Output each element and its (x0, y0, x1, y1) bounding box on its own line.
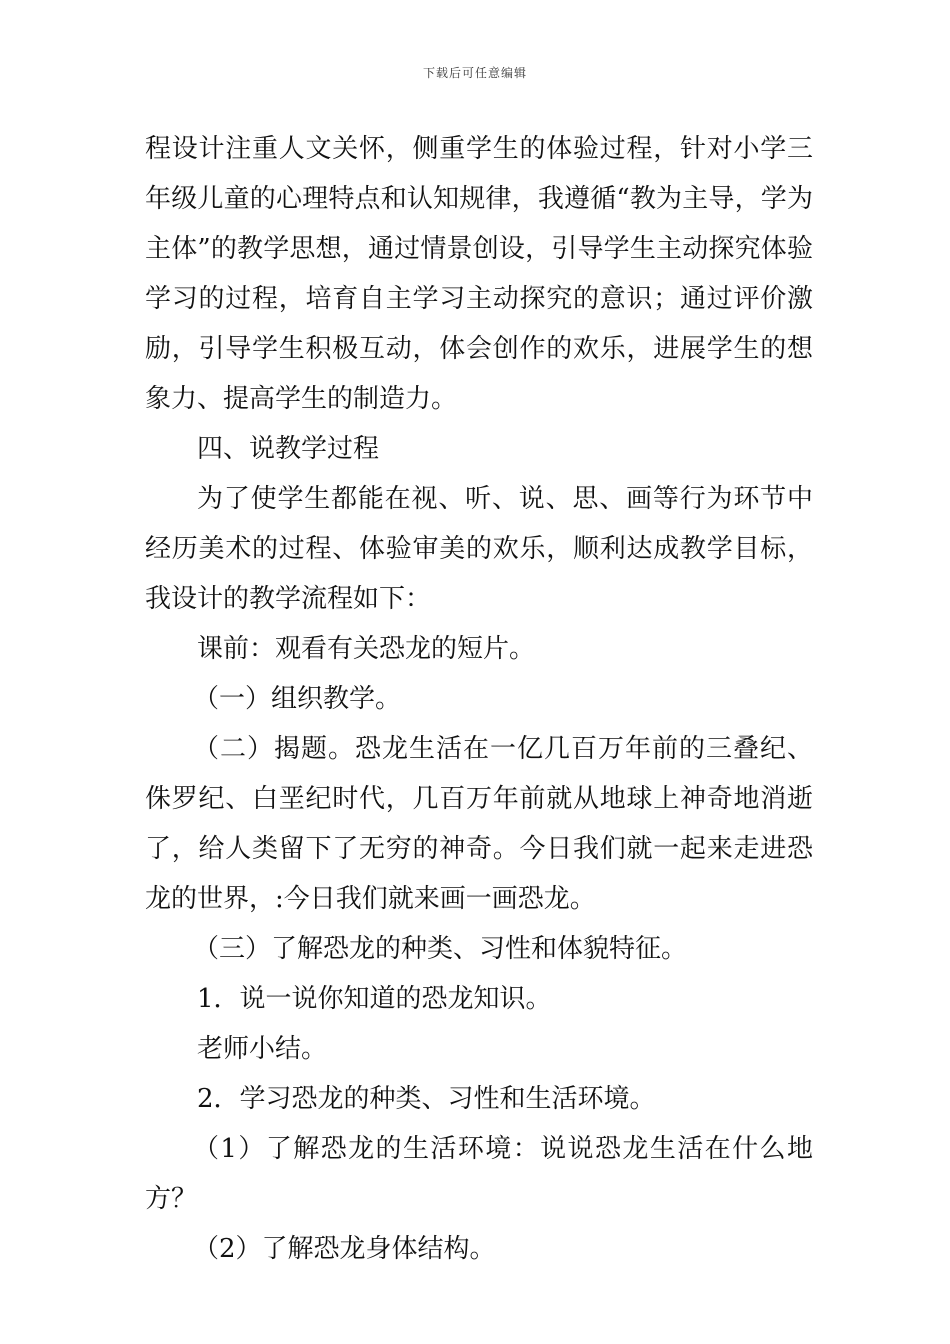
step-reveal-topic: （二）揭题。恐龙生活在一亿几百万年前的三叠纪、侏罗纪、白垩纪时代，几百万年前就从地球上神奇地消逝了，给人类留下了无穷的神奇。今日我们就一起来走进恐龙的世界，:今日我们就来画一画恐龙。 (145, 734, 813, 914)
subitem-body-structure: （2）了解恐龙身体结构。 (193, 1234, 496, 1264)
step-understand-dinosaurs: （三）了解恐龙的种类、习性和体貌特征。 (193, 934, 688, 964)
paragraph-teaching-flow-intro: 为了使学生都能在视、听、说、思、画等行为环节中经历美术的过程、体验审美的欢乐，顺利达成教学目标，我设计的教学流程如下： (145, 484, 813, 614)
step-organize-teaching: （一）组织教学。 (193, 684, 402, 714)
item-learn-types: 2．学习恐龙的种类、习性和生活环境。 (197, 1084, 656, 1114)
item-share-knowledge: 1．说一说你知道的恐龙知识。 (197, 984, 552, 1014)
paragraph-design-philosophy: 程设计注重人文关怀，侧重学生的体验过程，针对小学三年级儿童的心理特点和认知规律，我遵循“教为主导，学为主体”的教学思想，通过情景创设，引导学生主动探究体验学习的过程，培育自主学习主动探究的意识；通过评价激励，引导学生积极互动，体会创作的欢乐，进展学生的想象力、提高学生的制造力。 (145, 134, 813, 414)
document-body (145, 124, 813, 1274)
item-teacher-summary: 老师小结。 (197, 1034, 328, 1064)
section-heading-teaching-process: 四、说教学过程 (197, 434, 380, 464)
page-header: 下载后可任意编辑 (422, 66, 527, 80)
paragraph-pre-class: 课前：观看有关恐龙的短片。 (197, 634, 536, 664)
subitem-living-environment: （1）了解恐龙的生活环境：说说恐龙生活在什么地方？ (145, 1134, 813, 1214)
